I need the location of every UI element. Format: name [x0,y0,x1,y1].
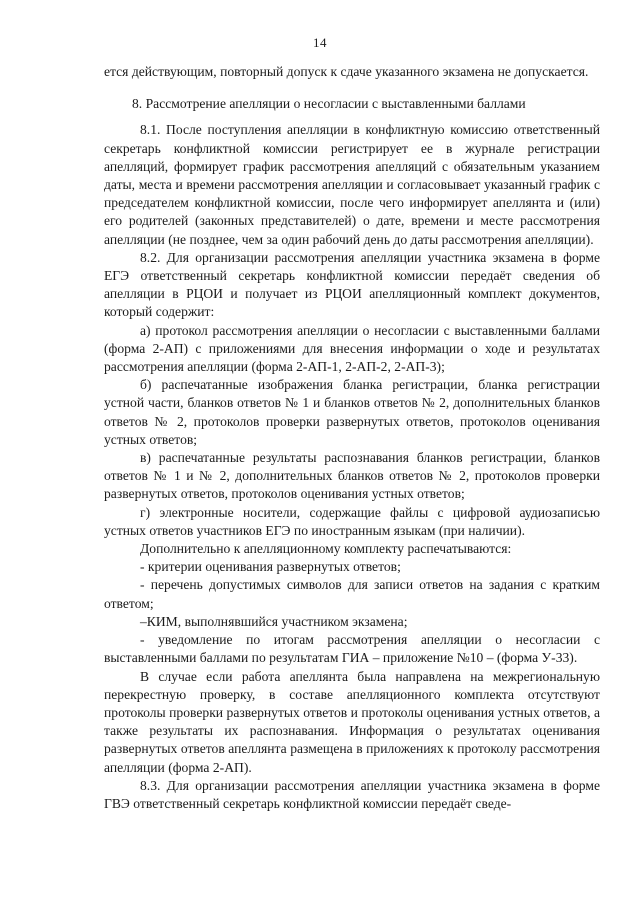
section-heading: 8. Рассмотрение апелляции о несогласии с выставленными баллами [132,96,526,112]
additional-intro: Дополнительно к апелляционному комплекту распечатываются: [140,541,512,557]
dash-item-notice: - уведомление по итогам рассмотрения апелляции о несогласии с выставленными баллами по результатам ГИА – приложение №10 – (форма У-33). [104,632,600,666]
paragraph-8-3: 8.3. Для организации рассмотрения апелляции участника экзамена в форме ГВЭ ответственный секретарь конфликтной комиссии передаёт сведе- [104,777,600,811]
page-content [104,63,600,813]
dash-item-kim: –КИМ, выполнявшийся участником экзамена; [140,613,408,629]
dash-item-criteria: - критерии оценивания развернутых ответов; [140,559,401,575]
continued-paragraph: ется действующим, повторный допуск к сдаче указанного экзамена не допускается. [104,64,589,79]
dash-item-symbols: - перечень допустимых символов для записи ответов на задания с кратким ответом; [104,577,600,611]
paragraph-8-2: 8.2. Для организации рассмотрения апелляции участника экзамена в форме ЕГЭ ответственный секретарь конфликтной комиссии передаёт сведения об апелляции в РЦОИ и получает из РЦОИ апелляционный комплект документов, который содержит: [104,249,600,320]
paragraph-cross-check: В случае если работа апеллянта была направлена на межрегиональную перекрестную проверку, в составе апелляционного комплекта отсутствуют протоколы проверки развернутых ответов и протоколы оценивания устных ответов, а также результаты их распознавания. Информация о результатах оценивания развернутых ответов апеллянта размещена в приложениях к протоколу рассмотрения апелляции (форма 2-АП). [104,668,600,775]
list-item-b: б) распечатанные изображения бланка регистрации, бланка регистрации устной части, бланков ответов № 1 и бланков ответов № 2, дополнительных бланков ответов № 2, протоколов проверки развернутых ответов, протоколов оценивания устных ответов; [104,377,600,447]
list-item-a: а) протокол рассмотрения апелляции о несогласии с выставленными баллами (форма 2-АП) с приложениями для внесения информации о ходе и результатах рассмотрения апелляции (форма 2-АП-1, 2-АП-2, 2-АП-3); [104,322,600,375]
list-item-g: г) электронные носители, содержащие файлы с цифровой аудиозаписью устных ответов участников ЕГЭ по иностранным языкам (при наличии). [104,504,600,538]
list-item-v: в) распечатанные результаты распознавания бланков регистрации, бланков ответов № 1 и № 2, дополнительных бланков ответов № 2, протоколов проверки развернутых ответов, протоколов оценивания устных ответов; [104,450,600,502]
page-number: 14 [313,35,327,50]
paragraph-8-1: 8.1. После поступления апелляции в конфликтную комиссию ответственный секретарь конфликтной комиссии регистрирует ее в журнале регистрации апелляций, формирует график рассмотрения апелляций с обязательным указанием даты, места и времени рассмотрения апелляции и согласовывает указанный график с председателем конфликтной комиссии, после чего информирует апеллянта и (или) его родителей (законных представителей) о дате, времени и месте рассмотрения апелляции (не позднее, чем за один рабочий день до даты рассмотрения апелляции). [104,122,600,247]
